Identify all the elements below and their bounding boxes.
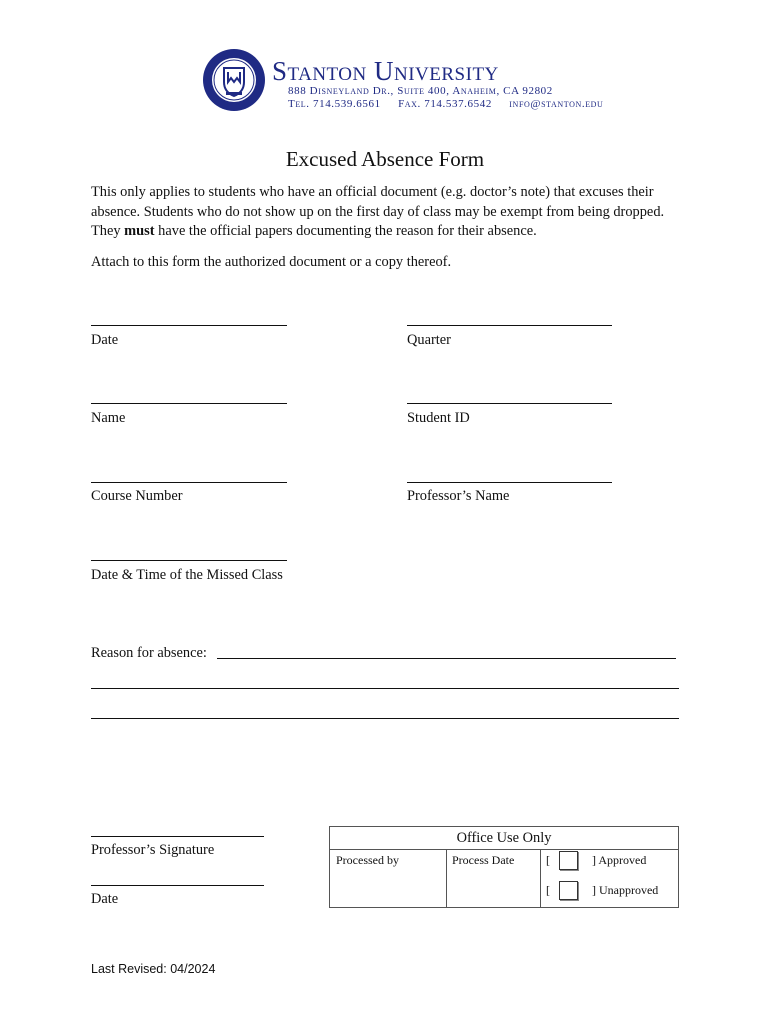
unapproved-checkbox[interactable]: [559, 881, 578, 900]
missed-class-field[interactable]: [91, 560, 287, 561]
process-date-label: Process Date: [452, 853, 515, 867]
date-label: Date: [91, 332, 119, 348]
student-id-field[interactable]: [407, 403, 612, 404]
signature-date-label: Date: [91, 891, 119, 907]
student-id-label: Student ID: [407, 410, 470, 426]
fax-number: Fax. 714.537.6542: [398, 98, 492, 110]
office-use-title: Office Use Only: [330, 827, 678, 850]
intro-emphasis: must: [124, 223, 155, 239]
university-address: 888 Disneyland Dr., Suite 400, Anaheim, CA 92802: [288, 85, 553, 97]
intro-text-2: have the official papers documenting the reason for their absence.: [154, 223, 537, 239]
quarter-label: Quarter: [407, 332, 451, 348]
professor-name-label: Professor’s Name: [407, 488, 510, 504]
name-field[interactable]: [91, 403, 287, 404]
university-contact: [288, 98, 617, 110]
intro-text-1: This only applies to students who have an official document (e.g. doctor’s note) that excuses their absence. Students who do not show up on the first day of class may be exempt from being dropped. They: [91, 184, 665, 239]
reason-label: Reason for absence:: [91, 645, 207, 661]
form-title: Excused Absence Form: [285, 147, 485, 171]
reason-field-line-2[interactable]: [91, 688, 679, 689]
professor-name-field[interactable]: [407, 482, 612, 483]
phone-number: Tel. 714.539.6561: [288, 98, 381, 110]
reason-field-line-1[interactable]: [217, 658, 676, 659]
approved-bracket-open: [: [546, 853, 550, 867]
last-revised: Last Revised: 04/2024: [91, 962, 216, 976]
approved-label: ] Approved: [592, 853, 647, 867]
quarter-field[interactable]: [407, 325, 612, 326]
approved-checkbox[interactable]: [559, 851, 578, 870]
processed-by-label: Processed by: [336, 853, 399, 867]
professor-signature-label: Professor’s Signature: [91, 842, 215, 858]
signature-date-field[interactable]: [91, 885, 264, 886]
unapproved-bracket-open: [: [546, 883, 550, 897]
university-name: Stanton University: [272, 56, 499, 86]
attach-note: Attach to this form the authorized document or a copy thereof.: [91, 254, 452, 270]
office-use-box: [329, 826, 679, 908]
missed-class-label: Date & Time of the Missed Class: [91, 567, 283, 583]
name-label: Name: [91, 410, 126, 426]
email-address: info@stanton.edu: [509, 98, 604, 110]
professor-signature-field[interactable]: [91, 836, 264, 837]
date-field[interactable]: [91, 325, 287, 326]
university-seal-icon: [202, 48, 266, 112]
processed-by-cell[interactable]: [330, 849, 447, 907]
unapproved-label: ] Unapproved: [592, 883, 659, 897]
reason-field-line-3[interactable]: [91, 718, 679, 719]
course-number-label: Course Number: [91, 488, 183, 504]
intro-paragraph: [91, 183, 681, 242]
course-number-field[interactable]: [91, 482, 287, 483]
process-date-cell[interactable]: [446, 849, 541, 907]
